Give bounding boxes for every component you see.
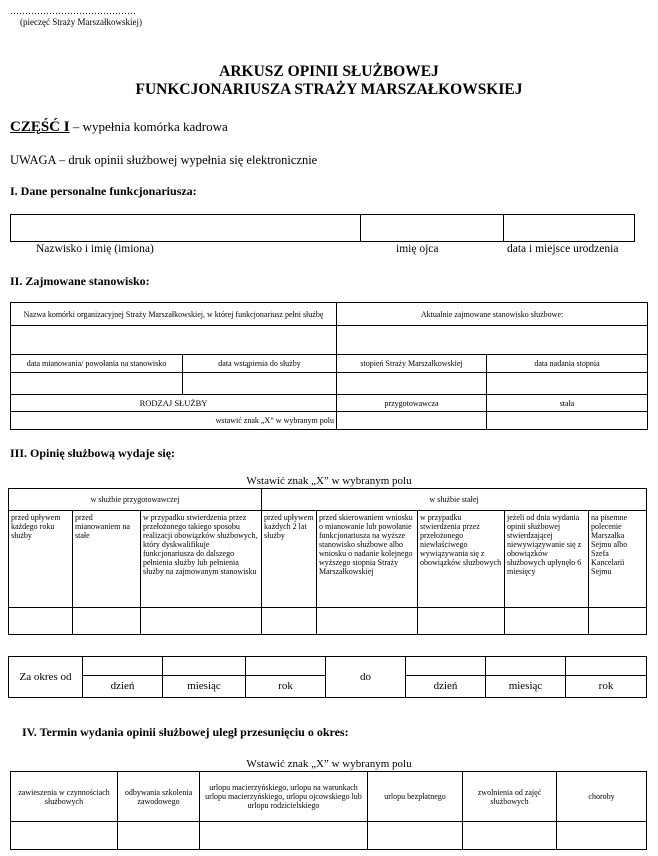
note: UWAGA – druk opinii służbowej wypełnia się elektronicznie bbox=[10, 153, 318, 167]
stamp-dots: …………………………………… bbox=[10, 6, 136, 16]
from-day-field[interactable] bbox=[83, 657, 163, 676]
reason-col-6: w przypadku stwierdzenia przez przełożonego niewłaściwego wywiązywania się z obowiązków służbowych bbox=[418, 511, 505, 608]
reason-checkbox-3[interactable] bbox=[141, 608, 262, 635]
rank-date-label: data nadania stopnia bbox=[487, 355, 648, 373]
part1-label: CZĘŚĆ I bbox=[10, 119, 70, 135]
title-line2: FUNKCJONARIUSZA STRAŻY MARSZAŁKOWSKIEJ bbox=[135, 81, 523, 98]
to-day-field[interactable] bbox=[406, 657, 486, 676]
reason-checkbox-1[interactable] bbox=[9, 608, 73, 635]
opinion-reason-table bbox=[8, 488, 647, 635]
reason-col-2: przed mianowaniem na stałe bbox=[73, 511, 141, 608]
postpone-checkbox-2[interactable] bbox=[118, 822, 200, 850]
postpone-col-3: urlopu macierzyńskiego, urlopu na warunkach urlopu macierzyńskiego, urlopu ojcowskiego lub urlopu rodzicielskiego bbox=[200, 772, 368, 822]
reason-col-3: w przypadku stwierdzenia przez przełożonego takiego sposobu realizacji obowiązków służbowych, który dyskwalifikuje funkcjonariusza do dalszego pełnienia służby lub pełnienia służby na zajmowanym stanowisku bbox=[141, 511, 262, 608]
postpone-col-6: choroby bbox=[557, 772, 647, 822]
entry-date-label: data wstąpienia do służby bbox=[183, 355, 337, 373]
father-name-field[interactable] bbox=[361, 215, 504, 242]
period-from-label: Za okres od bbox=[9, 657, 83, 698]
rank-label: stopień Straży Marszałkowskiej bbox=[337, 355, 487, 373]
section1-heading: I. Dane personalne funkcjonariusza: bbox=[10, 184, 197, 198]
postpone-col-1: zawieszenia w czynnościach służbowych bbox=[11, 772, 118, 822]
name-label: Nazwisko i imię (imiona) bbox=[36, 243, 154, 255]
from-year-label: rok bbox=[246, 676, 326, 698]
reason-col-7: jeżeli od dnia wydania opinii służbowej stwierdzającej niewywiązywanie się z obowiązków służbowych upłynęło 6 miesięcy bbox=[505, 511, 589, 608]
appointment-date-field[interactable] bbox=[11, 373, 183, 395]
father-name-label: imię ojca bbox=[396, 243, 439, 255]
postpone-checkbox-4[interactable] bbox=[368, 822, 463, 850]
position-table bbox=[10, 302, 648, 430]
part1-heading bbox=[10, 119, 228, 136]
postpone-checkbox-3[interactable] bbox=[200, 822, 368, 850]
postponement-table bbox=[10, 771, 647, 850]
from-month-field[interactable] bbox=[163, 657, 246, 676]
section4-mark-x: Wstawić znak „X” w wybranym polu bbox=[246, 758, 412, 770]
postpone-col-2: odbywania szkolenia zawodowego bbox=[118, 772, 200, 822]
period-to-label: do bbox=[326, 657, 406, 698]
position-field[interactable] bbox=[337, 326, 648, 355]
to-year-field[interactable] bbox=[566, 657, 647, 676]
postpone-checkbox-1[interactable] bbox=[11, 822, 118, 850]
to-year-label: rok bbox=[566, 676, 647, 698]
unit-field[interactable] bbox=[11, 326, 337, 355]
entry-date-field[interactable] bbox=[183, 373, 337, 395]
period-table bbox=[8, 656, 647, 698]
personal-data-table bbox=[10, 214, 635, 242]
reason-checkbox-2[interactable] bbox=[73, 608, 141, 635]
postpone-checkbox-6[interactable] bbox=[557, 822, 647, 850]
title-line1: ARKUSZ OPINII SŁUŻBOWEJ bbox=[219, 63, 439, 80]
reason-checkbox-8[interactable] bbox=[589, 608, 647, 635]
birth-field[interactable] bbox=[504, 215, 635, 242]
reason-checkbox-5[interactable] bbox=[317, 608, 418, 635]
reason-checkbox-4[interactable] bbox=[262, 608, 317, 635]
to-month-field[interactable] bbox=[486, 657, 566, 676]
section3-mark-x: Wstawić znak „X” w wybranym polu bbox=[246, 475, 412, 487]
mark-x-note: wstawić znak „X” w wybranym polu bbox=[11, 412, 337, 430]
rank-field[interactable] bbox=[337, 373, 487, 395]
part1-desc: – wypełnia komórka kadrowa bbox=[69, 119, 228, 134]
reason-checkbox-7[interactable] bbox=[505, 608, 589, 635]
reason-col-1: przed upływem każdego roku służby bbox=[9, 511, 73, 608]
from-day-label: dzień bbox=[83, 676, 163, 698]
group-permanent: w służbie stałej bbox=[262, 489, 647, 511]
appointment-date-label: data mianowania/ powołania na stanowisko bbox=[11, 355, 183, 373]
stamp-label: (pieczęć Straży Marszałkowskiej) bbox=[20, 17, 142, 27]
from-year-field[interactable] bbox=[246, 657, 326, 676]
reason-checkbox-6[interactable] bbox=[418, 608, 505, 635]
rank-date-field[interactable] bbox=[487, 373, 648, 395]
position-label: Aktualnie zajmowane stanowisko służbowe: bbox=[337, 303, 648, 326]
postpone-col-5: zwolnienia od zajęć służbowych bbox=[463, 772, 557, 822]
section4-heading: IV. Termin wydania opinii służbowej uległ przesunięciu o okres: bbox=[22, 725, 349, 739]
section2-heading: II. Zajmowane stanowisko: bbox=[10, 274, 150, 288]
reason-col-5: przed skierowaniem wniosku o mianowanie lub powołanie funkcjonariusza na wyższe stanowisko służbowe albo wniosku o nadanie kolejnego wyższego stopnia Straży Marszałkowskiej bbox=[317, 511, 418, 608]
birth-label: data i miejsce urodzenia bbox=[507, 243, 619, 255]
to-month-label: miesiąc bbox=[486, 676, 566, 698]
from-month-label: miesiąc bbox=[163, 676, 246, 698]
reason-col-4: przed upływem każdych 2 lat służby bbox=[262, 511, 317, 608]
section3-heading: III. Opinię służbową wydaje się: bbox=[10, 446, 176, 460]
probation-checkbox[interactable] bbox=[337, 412, 487, 430]
permanent-label: stała bbox=[487, 395, 648, 412]
postpone-col-4: urlopu bezpłatnego bbox=[368, 772, 463, 822]
service-type-label: RODZAJ SŁUŻBY bbox=[11, 395, 337, 412]
to-day-label: dzień bbox=[406, 676, 486, 698]
group-probation: w służbie przygotowawczej bbox=[9, 489, 262, 511]
name-field[interactable] bbox=[11, 215, 361, 242]
probation-label: przygotowawcza bbox=[337, 395, 487, 412]
postpone-checkbox-5[interactable] bbox=[463, 822, 557, 850]
reason-col-8: na pisemne polecenie Marszałka Sejmu albo Szefa Kancelarii Sejmu bbox=[589, 511, 647, 608]
unit-label: Nazwa komórki organizacyjnej Straży Marszałkowskiej, w której funkcjonariusz pełni służbę bbox=[11, 303, 337, 326]
permanent-checkbox[interactable] bbox=[487, 412, 648, 430]
